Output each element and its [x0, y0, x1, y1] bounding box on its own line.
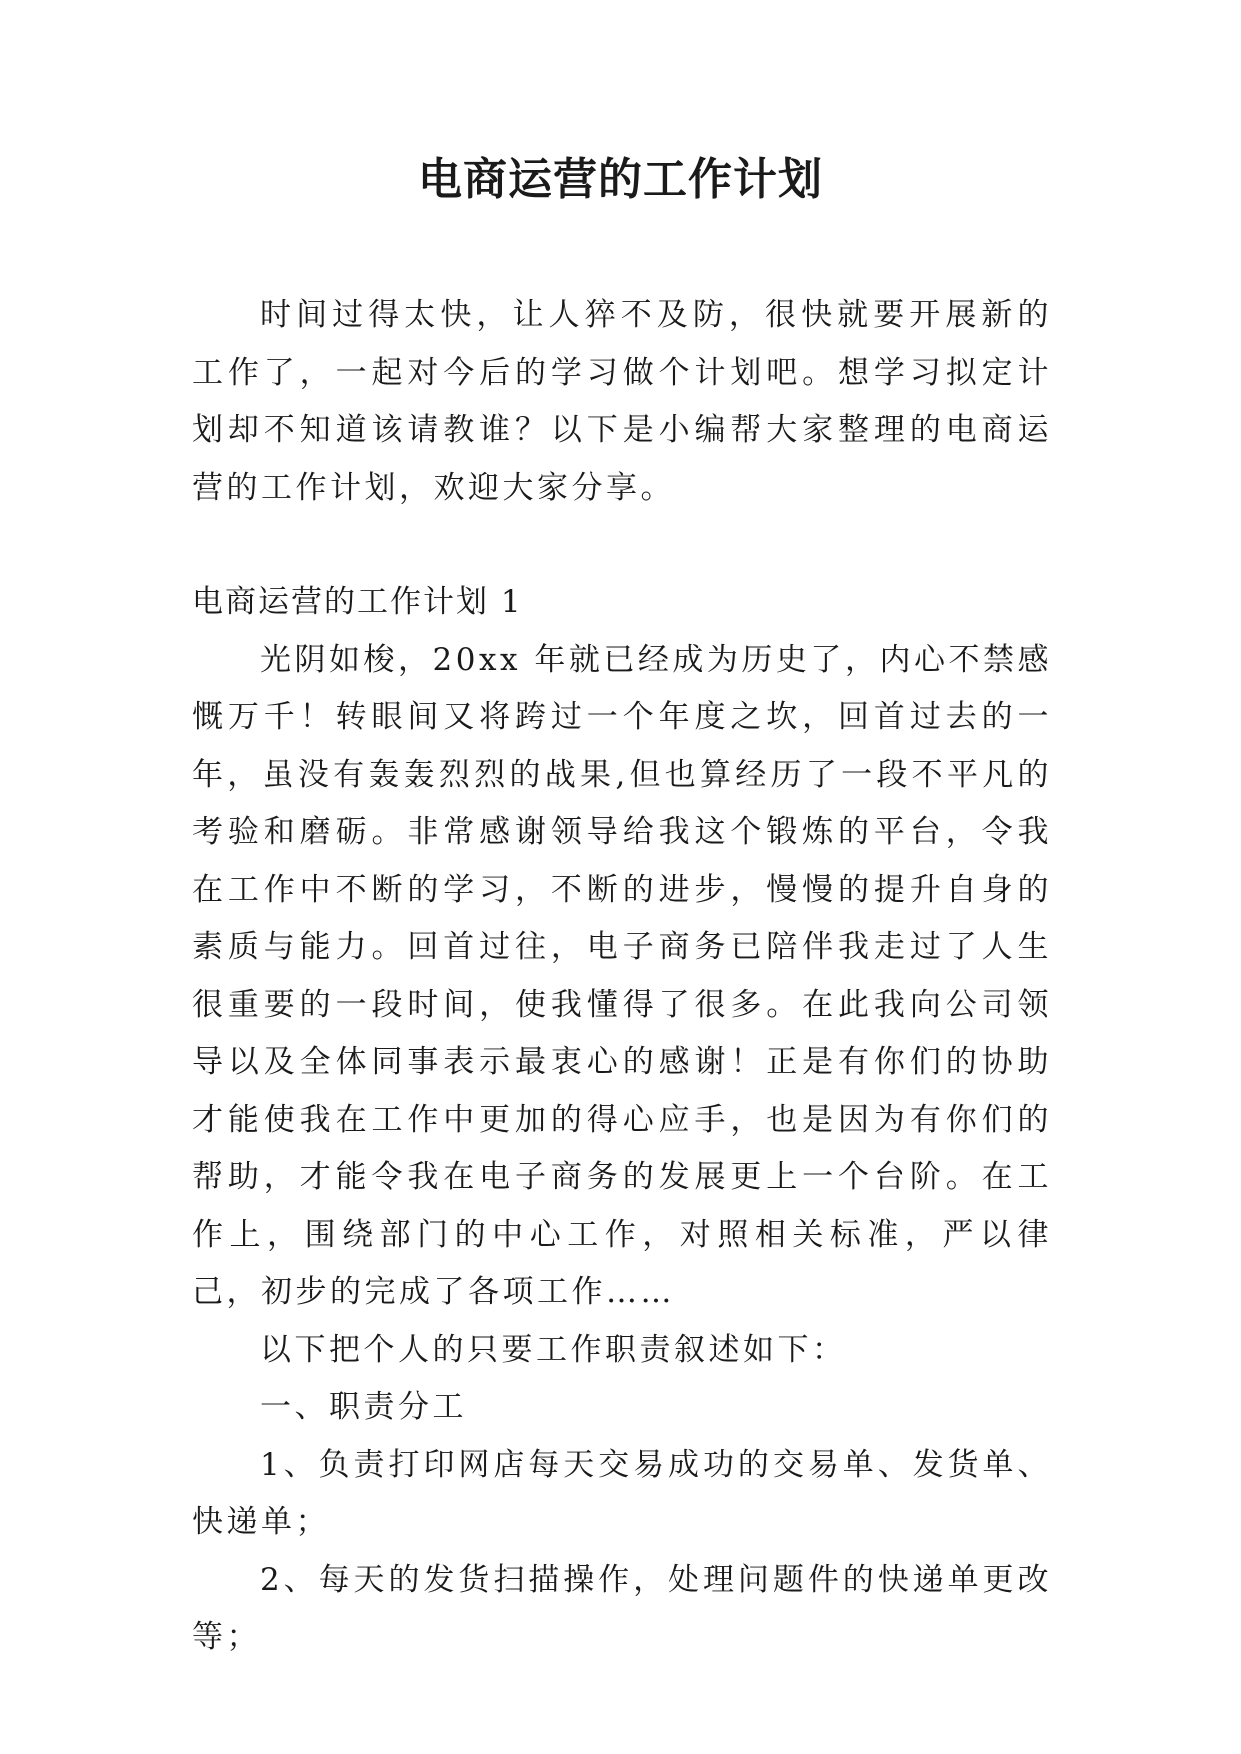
document-body [192, 287, 1052, 1667]
body-paragraph: 以下把个人的只要工作职责叙述如下： [260, 1331, 847, 1368]
document-title: 电商运营的工作计划 [418, 154, 823, 205]
list-item: 1、负责打印网店每天交易成功的交易单、发货单、快递单； [192, 1446, 1052, 1540]
list-heading: 一、职责分工 [260, 1389, 467, 1425]
body-paragraph: 光阴如梭，20xx 年就已经成为历史了，内心不禁感慨万千！转眼间又将跨过一个年度之坎，回首过去的一年，虽没有轰轰烈烈的战果,但也算经历了一段不平凡的考验和磨砺。非常感谢领导给我这个锻炼的平台，令我在工作中不断的学习，不断的进步，慢慢的提升自身的素质与能力。回首过往，电子商务已陪伴我走过了人生很重要的一段时间，使我懂得了很多。在此我向公司领导以及全体同事表示最衷心的感谢！正是有你们的协助才能使我在工作中更加的得心应手，也是因为有你们的帮助，才能令我在电子商务的发展更上一个台阶。在工作上，围绕部门的中心工作，对照相关标准，严以律己，初步的完成了各项工作…… [192, 641, 1052, 1310]
section-heading: 电商运营的工作计划 1 [192, 584, 523, 620]
intro-paragraph: 时间过得太快，让人猝不及防，很快就要开展新的工作了，一起对今后的学习做个计划吧。想学习拟定计划却不知道该请教谁？以下是小编帮大家整理的电商运营的工作计划，欢迎大家分享。 [192, 297, 1052, 506]
list-item: 2、每天的发货扫描操作，处理问题件的快递单更改等； [192, 1561, 1052, 1655]
